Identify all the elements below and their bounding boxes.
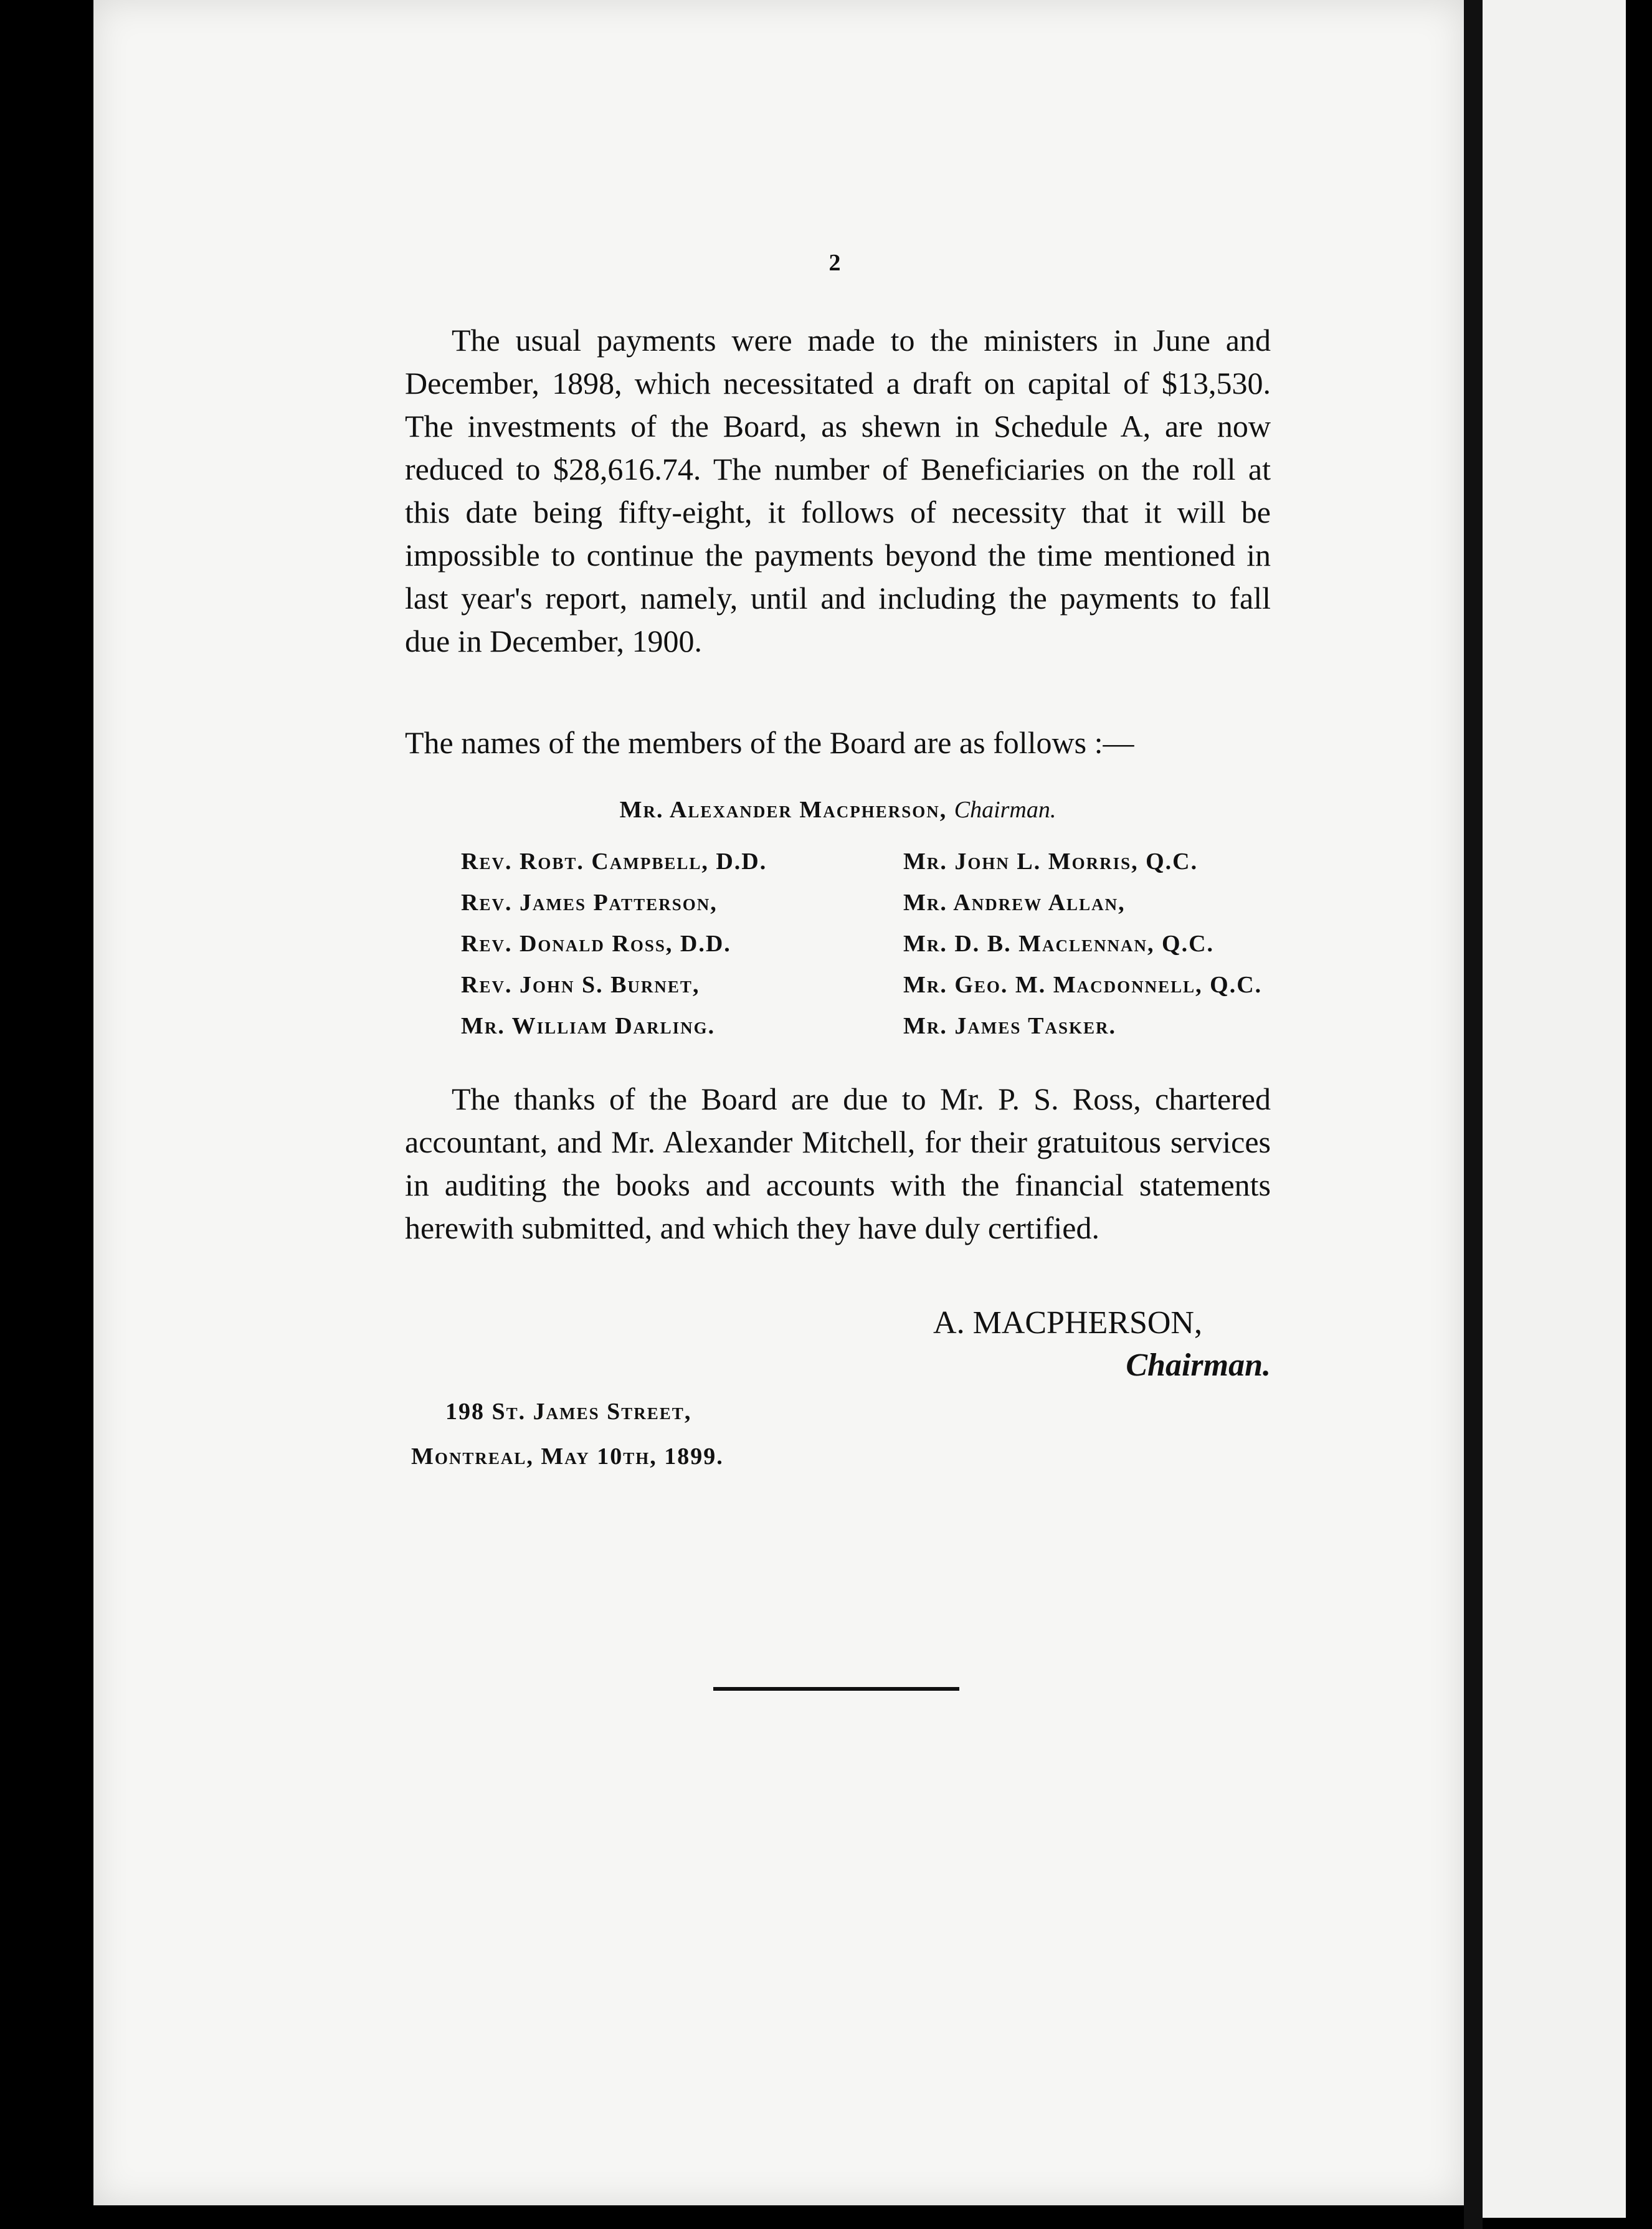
closing-rule [713, 1687, 959, 1691]
page-gutter [1464, 0, 1483, 2229]
paragraph-board-intro: The names of the members of the Board are as follows :— [405, 725, 1134, 760]
signature-block [685, 1302, 1271, 1387]
address-block [411, 1389, 847, 1479]
board-member: Rev. James Patterson, [461, 890, 718, 916]
board-chairman-name: Mr. Alexander Macpherson, [619, 797, 947, 823]
paragraph-payments: The usual payments were made to the ministers in June and December, 1898, which necessitated a draft on capital of $13,530. The investments of the Board, as shewn in Schedule A, are now reduced to $28,616.74. The number of Beneficiaries on the roll at this date being fifty-eight, it follows of necessity that it will be impossible to continue the payments beyond the time mentioned in last year's report, namely, until and including the payments to fall due in December, 1900. [405, 323, 1271, 658]
board-member: Mr. John L. Morris, Q.C. [903, 848, 1199, 875]
board-member: Mr. Geo. M. Macdonnell, Q.C. [903, 972, 1263, 998]
signature-name: A. MACPHERSON, [933, 1305, 1202, 1341]
board-member: Rev. John S. Burnet, [461, 972, 700, 998]
paragraph-thanks: The thanks of the Board are due to Mr. P. S. Ross, chartered accountant, and Mr. Alexander Mitchell, for their gratuitous services in auditing the books and accounts with the financial statements herewith submitted, and which they have duly certified. [405, 1081, 1271, 1245]
address-date: Montreal, May 10th, 1899. [411, 1443, 724, 1470]
board-member: Mr. James Tasker. [903, 1013, 1117, 1039]
page-number: 2 [828, 250, 841, 276]
board-members-list [461, 841, 1283, 1047]
adjacent-page [1483, 0, 1626, 2218]
board-chairman-role: Chairman. [954, 797, 1056, 823]
signature-role: Chairman. [1126, 1347, 1271, 1383]
board-member: Mr. D. B. Maclennan, Q.C. [903, 931, 1215, 957]
board-member: Rev. Robt. Campbell, D.D. [461, 848, 767, 875]
board-member: Rev. Donald Ross, D.D. [461, 931, 731, 957]
address-street: 198 St. James Street, [445, 1399, 692, 1425]
board-chairman [405, 796, 1271, 824]
board-member: Mr. William Darling. [461, 1013, 716, 1039]
board-member: Mr. Andrew Allan, [903, 890, 1126, 916]
